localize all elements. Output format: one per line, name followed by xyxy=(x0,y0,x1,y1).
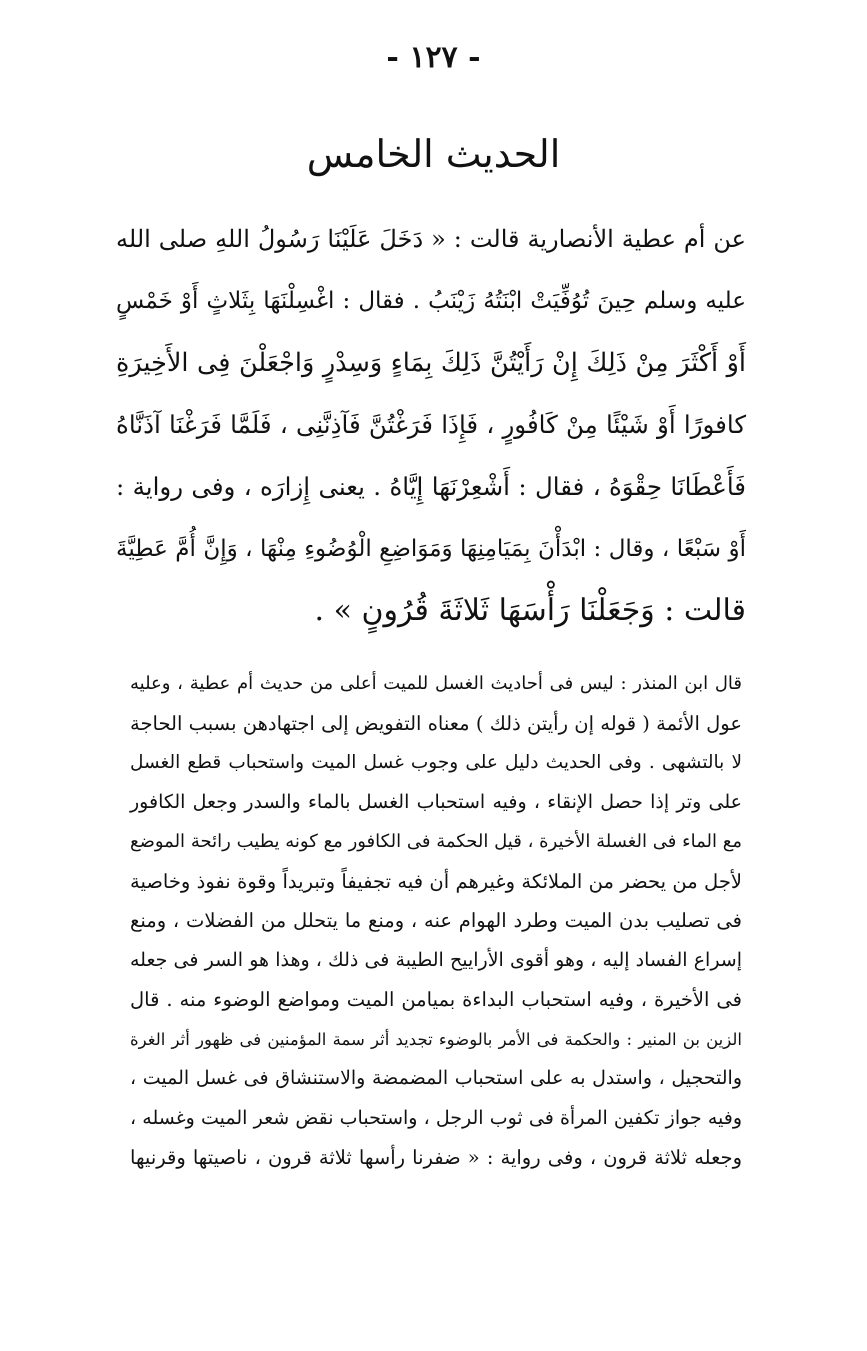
commentary-line: فى الأخيرة ، وفيه استحباب البداءة بميامن الميت ومواضع الوضوء منه . قال xyxy=(130,988,742,1011)
page-title: الحديث الخامس xyxy=(306,132,561,176)
commentary-line: عول الأئمة ( قوله إن رأيتن ذلك ) معناه التفويض إلى اجتهادهن بسبب الحاجة xyxy=(130,711,742,735)
hadith-line: عليه وسلم حِينَ تُوُفِّيَتْ ابْنَتُهُ زَيْنَبُ . فقال : اغْسِلْنَهَا بِثَلاثٍ أَوْ خَمْسٍ xyxy=(116,288,746,314)
hadith-line: فَأَعْطَانَا حِقْوَهُ ، فقال : أَشْعِرْنَهَا إِيَّاهُ . يعنى إِزارَه ، وفى رواية : xyxy=(116,472,746,501)
commentary-line: والتحجيل ، واستدل به على استحباب المضمضة والاستنشاق فى غسل الميت ، xyxy=(130,1067,742,1089)
commentary-line: الزين بن المنير : والحكمة فى الأمر بالوضوء تجديد أثر سمة المؤمنين فى ظهور أثر الغرة xyxy=(130,1029,742,1049)
hadith-line: أَوْ أَكْثَرَ مِنْ ذَلِكَ إِنْ رَأَيْتُنَّ ذَلِكَ بِمَاءٍ وَسِدْرٍ وَاجْعَلْنَ فِى الأَخِيرَةِ xyxy=(116,348,746,378)
commentary-line: لا بالتشهى . وفى الحديث دليل على وجوب غسل الميت واستحباب قطع الغسل xyxy=(130,752,742,773)
page-number: - ١٢٧ - xyxy=(386,40,481,75)
commentary-line: قال ابن المنذر : ليس فى أحاديث الغسل للميت أعلى من حديث أم عطية ، وعليه xyxy=(130,673,742,694)
commentary-line: مع الماء فى الغسلة الأخيرة ، قيل الحكمة فى الكافور مع كونه يطيب رائحة الموضع xyxy=(130,831,742,852)
commentary-line: وجعله ثلاثة قرون ، وفى رواية : « ضفرنا رأسها ثلاثة قرون ، ناصيتها وقرنيها xyxy=(130,1146,742,1169)
hadith-line: كافورًا أَوْ شَيْئًا مِنْ كَافُورٍ ، فَإِذَا فَرَغْتُنَّ فَآذِنَّنِى ، فَلَمَّا فَرَغْنَا آذَنَّاهُ xyxy=(116,410,746,439)
commentary-line: وفيه جواز تكفين المرأة فى ثوب الرجل ، واستحباب نقض شعر الميت وغسله ، xyxy=(130,1106,742,1129)
hadith-line: أَوْ سَبْعًا ، وقال : ابْدَأْنَ بِمَيَامِنِهَا وَمَوَاضِعِ الْوُضُوءِ مِنْهَا ، وَإِنَّ أُمَّ عَطِيَّةَ xyxy=(116,536,746,562)
commentary-text xyxy=(130,664,742,1178)
hadith-line: عن أم عطية الأنصارية قالت : « دَخَلَ عَلَيْنَا رَسُولُ اللهِ صلى الله xyxy=(116,225,746,253)
commentary-line: إسراع الفساد إليه ، وهو أقوى الأراييح الطيبة فى ذلك ، وهذا هو السر فى جعله xyxy=(130,948,742,971)
hadith-text xyxy=(116,208,746,642)
commentary-line: فى تصليب بدن الميت وطرد الهوام عنه ، ومنع ما يتحلل من الفضلات ، ومنع xyxy=(130,909,742,932)
hadith-line: قالت : وَجَعَلْنَا رَأْسَهَا ثَلاثَةَ قُرُونٍ » . xyxy=(314,593,746,628)
commentary-line: لأجل من يحضر من الملائكة وغيرهم أن فيه تجفيفاً وتبريداً وقوة نفوذ وخاصية xyxy=(130,869,742,893)
commentary-line: على وتر إذا حصل الإنقاء ، وفيه استحباب الغسل بالماء والسدر وجعل الكافور xyxy=(130,790,742,813)
